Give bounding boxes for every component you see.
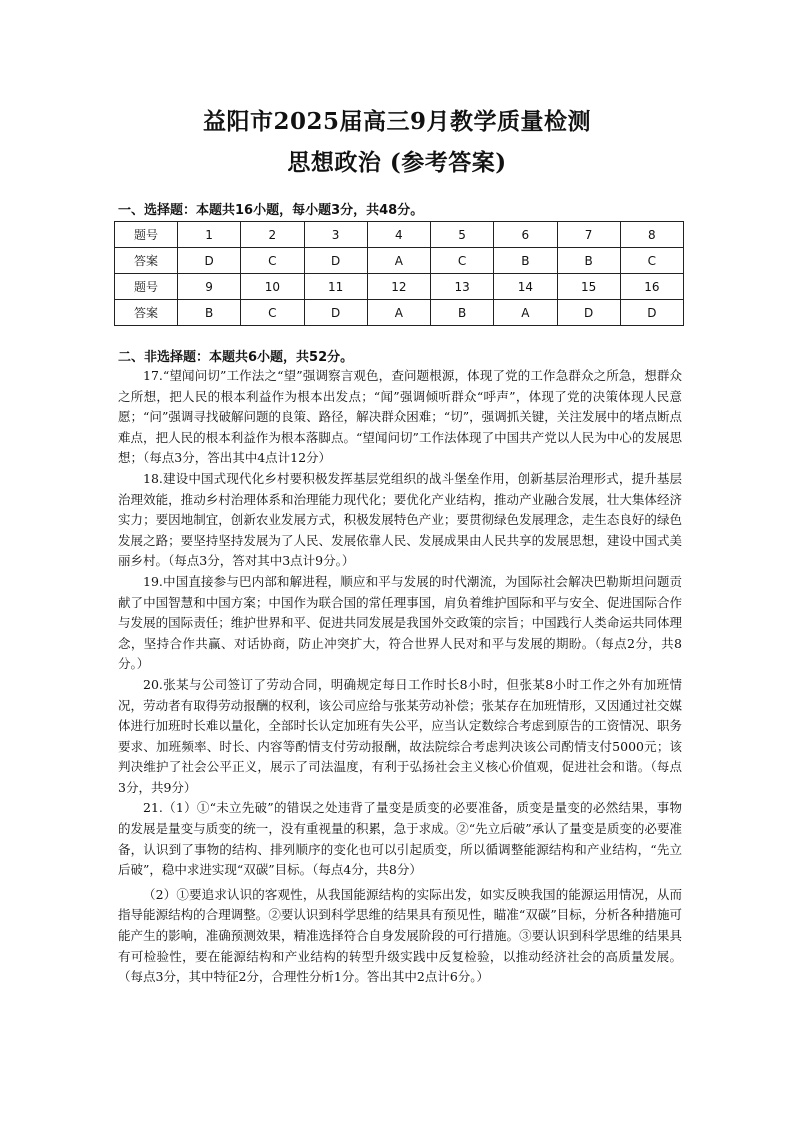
table-cell: 3	[304, 222, 367, 248]
table-cell: 15	[557, 274, 620, 300]
table-cell: 10	[241, 274, 304, 300]
document-subtitle: 思想政治 (参考答案)	[287, 149, 507, 176]
table-cell: D	[557, 300, 620, 326]
table-cell: 5	[431, 222, 494, 248]
table-cell: 题号	[115, 222, 178, 248]
section-heading-essay: 二、非选择题：本题共6小题，共52分。	[118, 350, 354, 365]
answer-paragraph-18: 18.建设中国式现代化乡村要积极发挥基层党组织的战斗堡垒作用，创新基层治理形式，提升基层治理效能，推动乡村治理体系和治理能力现代化；要优化产业结构，推动产业融合发展，壮大集体经济实力；要因地制宜，创新农业发展方式，积极发展特色产业；要贯彻绿色发展理念，走生态良好的绿色发展之路；要坚持坚持发展为了人民、发展依靠人民、发展成果由人民共享的发展思想，建设中国式美丽乡村。（每点3分，答对其中3点计9分。）	[118, 470, 682, 569]
table-cell: 7	[557, 222, 620, 248]
table-row	[115, 222, 684, 248]
table-cell: 1	[178, 222, 241, 248]
table-row	[115, 300, 684, 326]
answer-paragraph-20: 20.张某与公司签订了劳动合同，明确规定每日工作时长8小时，但张某8小时工作之外有加班情况，劳动者有取得劳动报酬的权利，该公司应给与张某劳动补偿；张某存在加班情形，又因通过社交媒体进行加班时长难以量化，全部时长认定加班有失公平，应当认定数综合考虑到原告的工资情况、职务要求、加班频率、时长、内容等酌情支付劳动报酬，故法院综合考虑判决该公司酌情支付5000元；该判决维护了社会公平正义，展示了司法温度，有利于弘扬社会主义核心价值观，促进社会和谐。（每点3分，共9分）	[118, 676, 682, 795]
table-cell: B	[431, 300, 494, 326]
answer-paragraph-19: 19.中国直接参与巴内部和解进程，顺应和平与发展的时代潮流，为国际社会解决巴勒斯坦问题贡献了中国智慧和中国方案；中国作为联合国的常任理事国，肩负着维护国际和平与安全、促进国际合作与发展的国际责任；维护世界和平、促进共同发展是我国外交政策的宗旨；中国践行人类命运共同体理念，坚持合作共赢、对话协商，防止冲突扩大，符合世界人民对和平与发展的期盼。（每点2分，共8分。）	[118, 573, 682, 672]
table-cell: C	[620, 248, 683, 274]
table-cell: D	[620, 300, 683, 326]
table-cell: C	[241, 248, 304, 274]
table-cell: 16	[620, 274, 683, 300]
table-cell: A	[367, 248, 430, 274]
answer-paragraph-21-2: （2）①要追求认识的客观性，从我国能源结构的实际出发，如实反映我国的能源运用情况，从而指导能源结构的合理调整。②要认识到科学思维的结果具有预见性，瞄准“双碳”目标，分析各种措施可能产生的影响，准确预测效果，精准选择符合自身发展阶段的可行措施。③要认识到科学思维的结果具有可检验性，要在能源结构和产业结构的转型升级实践中反复检验，以推动经济社会的高质量发展。（每点3分，其中特征2分，合理性分析1分。答出其中2点计6分。）	[118, 886, 682, 985]
table-cell: 8	[620, 222, 683, 248]
table-cell: 14	[494, 274, 557, 300]
table-cell: 6	[494, 222, 557, 248]
table-cell: 4	[367, 222, 430, 248]
table-cell: C	[241, 300, 304, 326]
table-cell: B	[557, 248, 620, 274]
answer-paragraph-17: 17.“望闻问切”工作法之“望”强调察言观色，查问题根源，体现了党的工作急群众之所急，想群众之所想，把人民的根本利益作为根本出发点；“闻”强调倾听群众“呼声”，体现了党的决策体现人民意愿；“问”强调寻找破解问题的良策、路径，解决群众困难；“切”，强调抓关键，关注发展中的堵点断点难点，把人民的根本利益作为根本落脚点。“望闻问切”工作法体现了中国共产党以人民为中心的发展思想；（每点3分，答出其中4点计12分）	[118, 368, 682, 466]
table-cell: 9	[178, 274, 241, 300]
table-cell: B	[494, 248, 557, 274]
table-cell: 11	[304, 274, 367, 300]
table-cell: 答案	[115, 300, 178, 326]
table-cell: A	[494, 300, 557, 326]
section-heading-choice: 一、选择题：本题共16小题，每小题3分，共48分。	[118, 203, 424, 218]
table-cell: 答案	[115, 248, 178, 274]
answer-table	[114, 221, 684, 326]
answer-paragraph-21-1: 21.（1）①“未立先破”的错误之处违背了量变是质变的必要准备，质变是量变的必然结果，事物的发展是量变与质变的统一，没有重视量的积累，急于求成。②“先立后破”承认了量变是质变的必要准备，认识到了事物的结构、排列顺序的变化也可以引起质变，所以循调整能源结构和产业结构，“先立后破”，稳中求进实现“双碳”目标。（每点4分，共8分）	[118, 800, 682, 878]
table-cell: 2	[241, 222, 304, 248]
document-title: 益阳市2025届高三9月教学质量检测	[202, 108, 592, 135]
table-cell: D	[304, 248, 367, 274]
table-cell: C	[431, 248, 494, 274]
table-cell: 12	[367, 274, 430, 300]
table-row	[115, 248, 684, 274]
table-cell: 题号	[115, 274, 178, 300]
table-cell: A	[367, 300, 430, 326]
table-cell: D	[178, 248, 241, 274]
table-cell: B	[178, 300, 241, 326]
answer-body	[118, 366, 682, 988]
table-cell: D	[304, 300, 367, 326]
table-cell: 13	[431, 274, 494, 300]
table-row	[115, 274, 684, 300]
